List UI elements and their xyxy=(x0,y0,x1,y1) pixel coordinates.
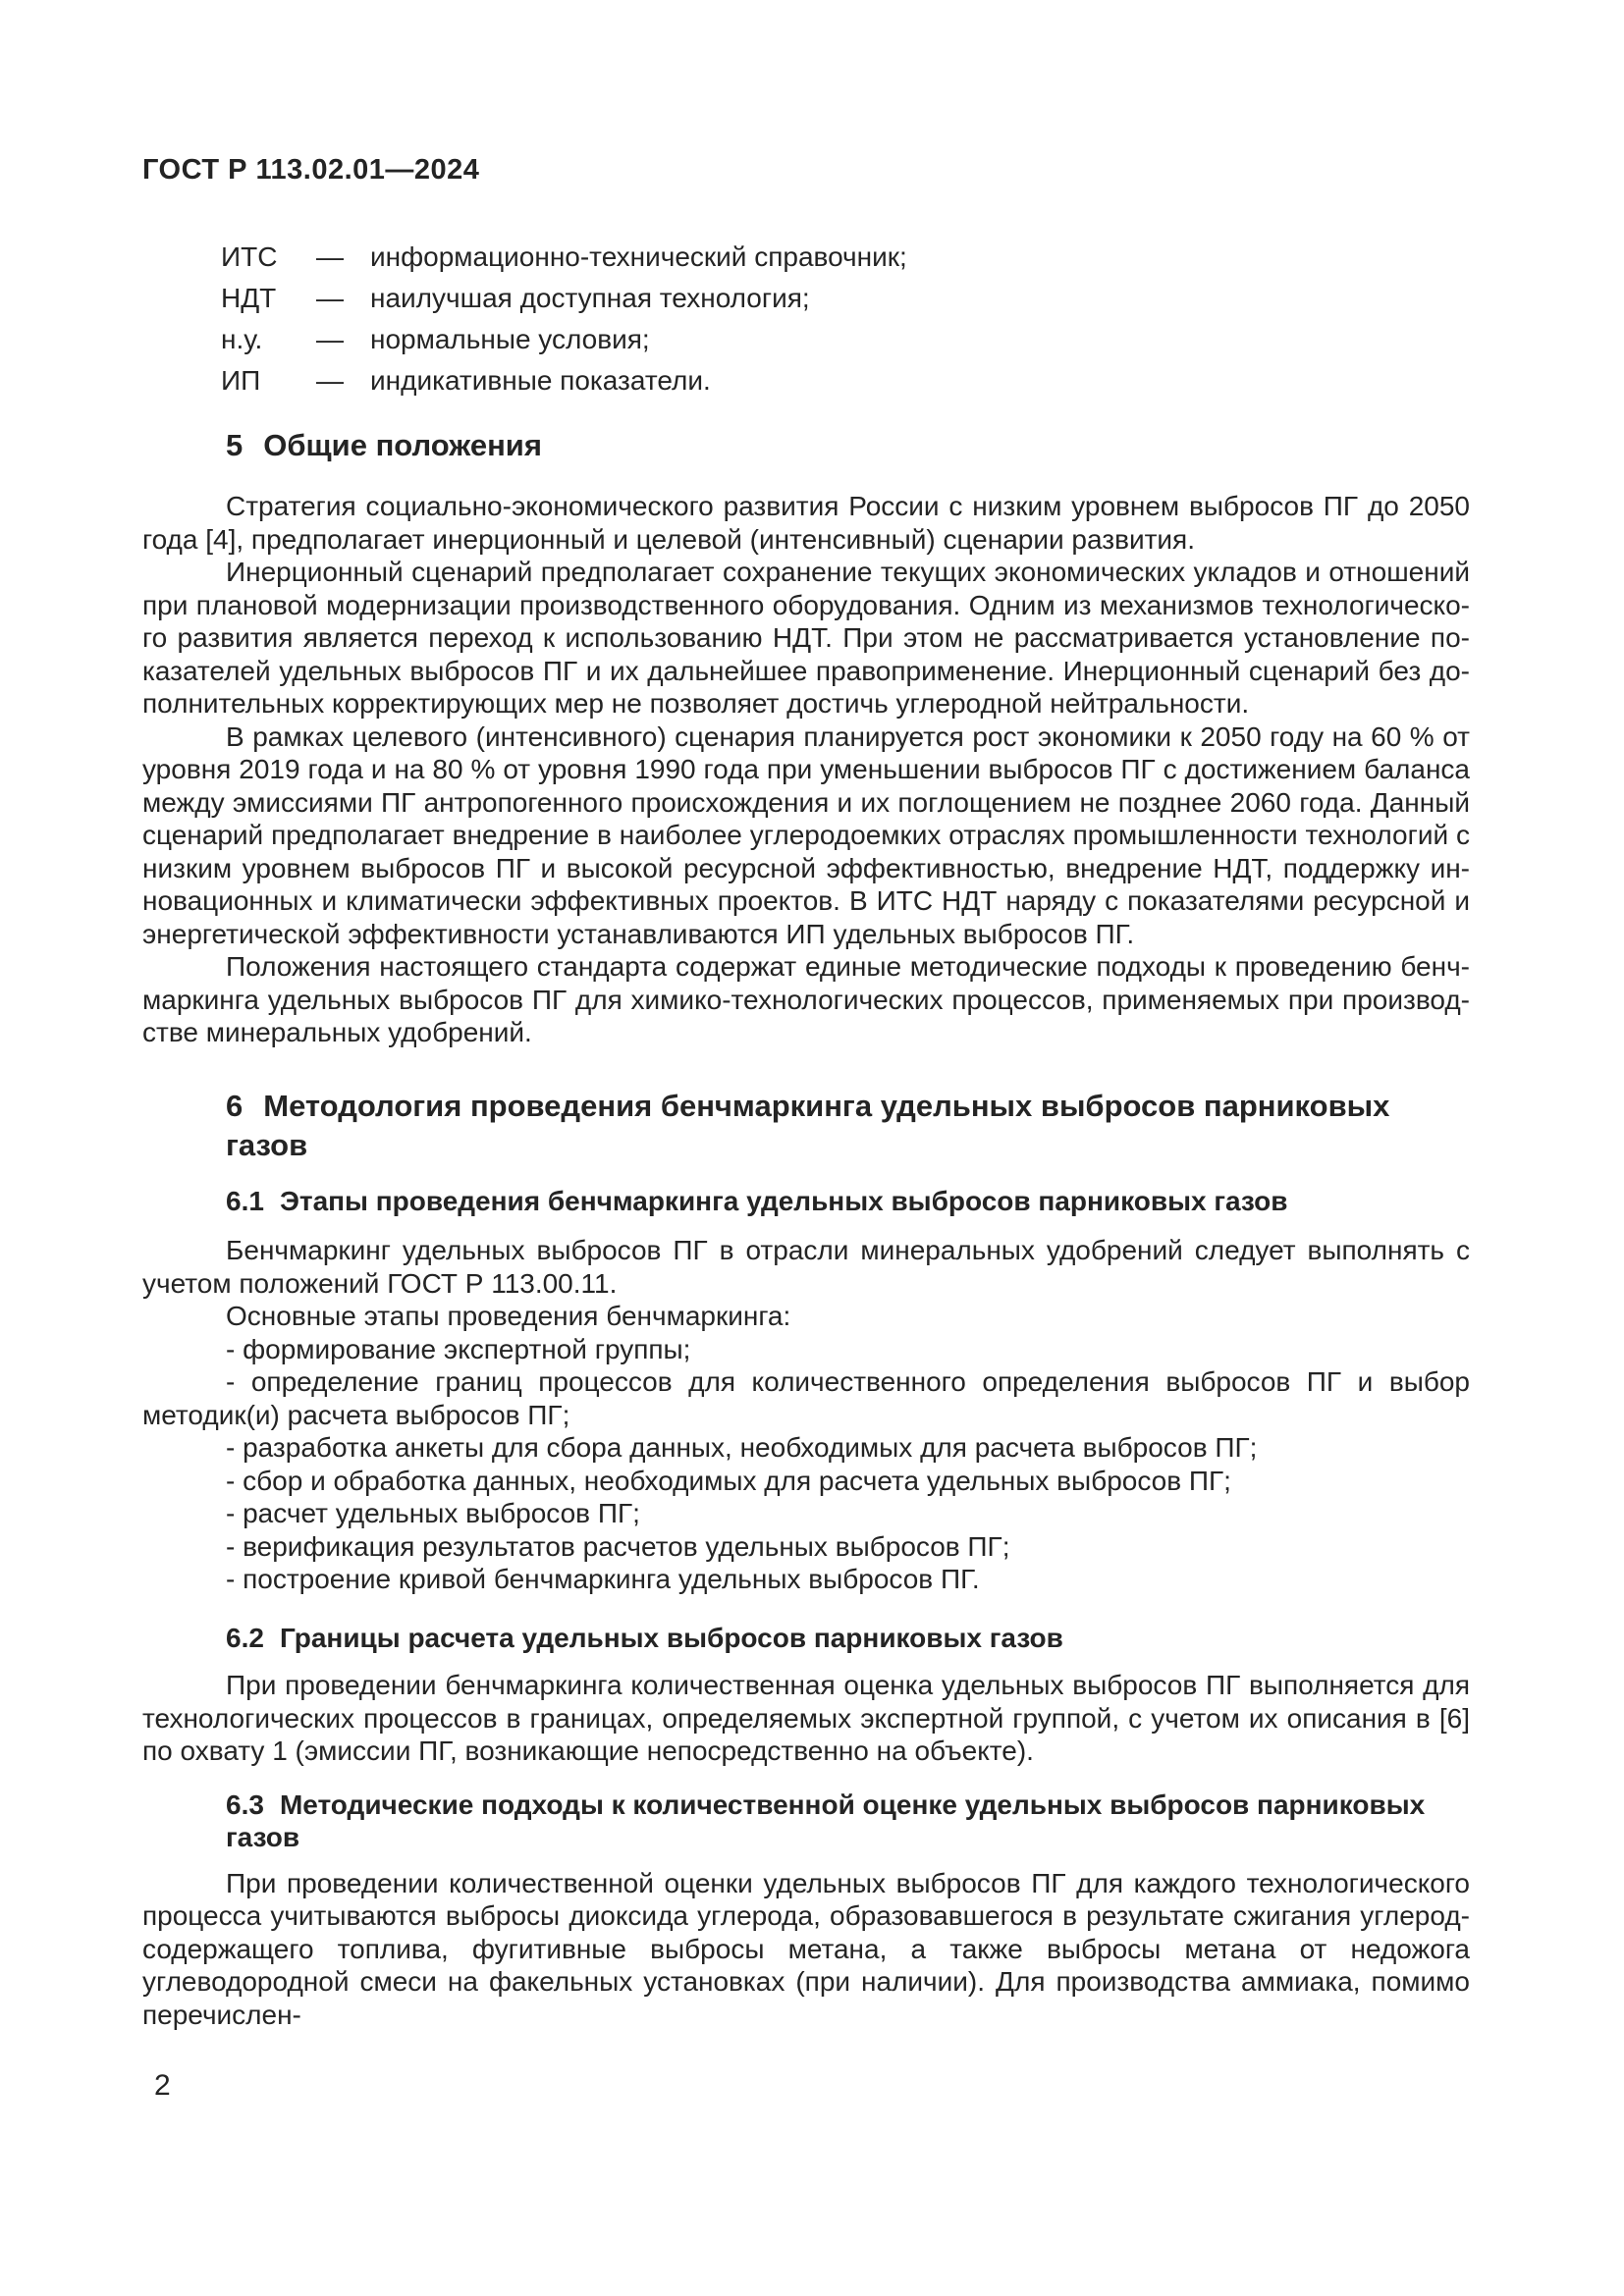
heading-number: 6 xyxy=(226,1088,244,1123)
abbrev-dash: — xyxy=(316,365,344,396)
abbreviation-row xyxy=(142,367,1470,395)
bullet-item: - построение кривой бенчмаркинга удельных выбросов ПГ. xyxy=(226,1564,980,1594)
paragraph: При проведении бенчмаркинга количественная оценка удельных выбросов ПГ выполняется для технологических процессов в границах, определяемых экспертной группой, с учетом их описания в [6] по охвату 1 (эмиссии ПГ, возникающие непосредственно на объекте). xyxy=(142,1670,1470,1766)
page-number: 2 xyxy=(154,2069,171,2102)
paragraph: Инерционный сценарий предполагает сохранение текущих экономических укладов и отношений при плановой модернизации производственного оборудования. Одним из механизмов технологического развития является переход к использованию НДТ. При этом не рассматривается установление показателей удельных выбросов ПГ и их дальнейшее правоприменение. Инерционный сценарий без дополнительных корректирующих мер не позволяет достичь углеродной нейтральности. xyxy=(142,557,1470,719)
heading-number: 6.1 xyxy=(226,1185,264,1216)
heading-title: Методические подходы к количественной оценке удельных выбросов парниковых газов xyxy=(226,1789,1426,1852)
paragraph: Основные этапы проведения бенчмаркинга: xyxy=(226,1301,791,1331)
abbrev-dash: — xyxy=(316,241,344,272)
doc-header: ГОСТ Р 113.02.01—2024 xyxy=(142,154,480,186)
heading-number: 6.2 xyxy=(226,1622,264,1653)
abbrev-term: ИТС xyxy=(221,241,278,272)
abbrev-definition: нормальные условия; xyxy=(370,324,650,354)
bullet-item: - формирование экспертной группы; xyxy=(226,1333,691,1364)
section-6-1-heading xyxy=(142,1185,1470,1218)
heading-number: 6.3 xyxy=(226,1789,264,1820)
heading-title: Общие положения xyxy=(263,428,542,462)
paragraph: Бенчмаркинг удельных выбросов ПГ в отрасли минеральных удобрений следует выполнять с учетом положений ГОСТ Р 113.00.11. xyxy=(142,1235,1470,1299)
abbrev-dash: — xyxy=(316,324,344,354)
bullet-item: - сбор и обработка данных, необходимых для расчета удельных выбросов ПГ; xyxy=(226,1465,1231,1496)
heading-number: 5 xyxy=(226,428,244,462)
abbrev-definition: индикативные показатели. xyxy=(370,365,711,396)
paragraph: В рамках целевого (интенсивного) сценария планируется рост экономики к 2050 году на 60 % от уровня 2019 года и на 80 % от уровня 1990 года при уменьшении выбросов ПГ с достижением баланса между эмиссиями ПГ антропогенного происхождения и их поглощением не позднее 2060 года. Данный сценарий предполагает внедрение в наиболее углеродоемких отраслях промышленности технологий с низким уровнем выбросов ПГ и высокой ресурсной эффективностью, внедрение НДТ, поддержку инновационных и климатически эффективных проектов. В ИТС НДТ наряду с показателями ресурсной и энергетической эффективности устанавливаются ИП удельных выбросов ПГ. xyxy=(142,721,1470,949)
bullet-item: - верификация результатов расчетов удельных выбросов ПГ; xyxy=(226,1530,1010,1562)
abbrev-definition: наилучшая доступная технология; xyxy=(370,283,810,313)
section-5-heading xyxy=(142,426,1470,465)
page-content xyxy=(142,155,1470,2031)
section-6-2-heading xyxy=(142,1622,1470,1655)
section-6-heading xyxy=(142,1087,1470,1165)
heading-title: Этапы проведения бенчмаркинга удельных выбросов парниковых газов xyxy=(279,1185,1288,1216)
abbreviation-row xyxy=(142,326,1470,353)
heading-title: Границы расчета удельных выбросов парниковых газов xyxy=(279,1622,1063,1653)
abbrev-term: н.у. xyxy=(221,324,263,354)
paragraph: Стратегия социально-экономического развития России с низким уровнем выбросов ПГ до 2050 года [4], предполагает инерционный и целевой (интенсивный) сценарии развития. xyxy=(142,491,1470,555)
abbrev-term: НДТ xyxy=(221,283,277,313)
paragraph: При проведении количественной оценки удельных выбросов ПГ для каждого технологического процесса учитываются выбросы диоксида углерода, образовавшегося в результате сжигания углеродсодержащего топлива, фугитивные выбросы метана, а также выбросы метана от недожога углеводородной смеси на факельных установках (при наличии). Для производства аммиака, помимо перечислен- xyxy=(142,1867,1470,2030)
section-6-3-heading xyxy=(142,1789,1470,1854)
heading-title: Методология проведения бенчмаркинга удельных выбросов парниковых газов xyxy=(226,1088,1390,1162)
abbreviation-row xyxy=(142,285,1470,312)
paragraph: Положения настоящего стандарта содержат единые методические подходы к проведению бенчмаркинга удельных выбросов ПГ для химико-технологических процессов, применяемых при производстве минеральных удобрений. xyxy=(142,951,1470,1047)
abbrev-dash: — xyxy=(316,283,344,313)
bullet-item: - определение границ процессов для количественного определения выбросов ПГ и выбор методик(и) расчета выбросов ПГ; xyxy=(142,1366,1470,1430)
bullet-item: - расчет удельных выбросов ПГ; xyxy=(226,1498,640,1528)
abbrev-definition: информационно-технический справочник; xyxy=(370,241,907,272)
abbrev-term: ИП xyxy=(221,365,261,396)
bullet-item: - разработка анкеты для сбора данных, необходимых для расчета выбросов ПГ; xyxy=(226,1432,1258,1463)
abbreviation-list xyxy=(142,243,1470,395)
abbreviation-row xyxy=(142,243,1470,271)
